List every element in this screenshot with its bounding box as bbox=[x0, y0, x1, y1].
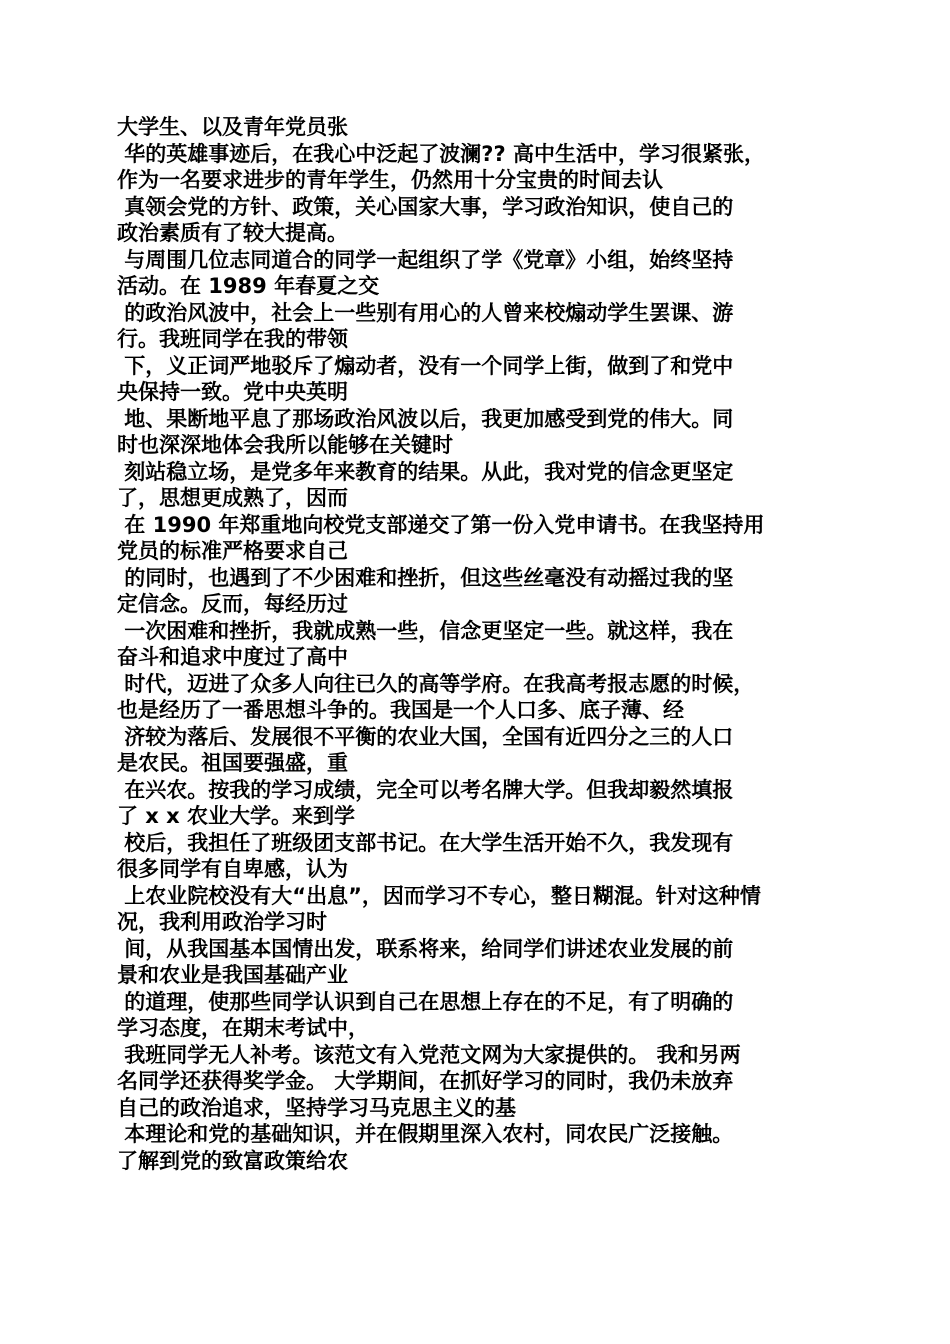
text-line: 定信念。反而，每经历过 bbox=[117, 592, 348, 616]
text-line: 名同学还获得奖学金。 大学期间，在抓好学习的同时，我仍未放弃 bbox=[117, 1069, 734, 1093]
text-line: 大学生、以及青年党员张 bbox=[117, 115, 348, 139]
text-line: 校后，我担任了班级团支部书记。在大学生活开始不久，我发现有 bbox=[117, 830, 734, 855]
text-line: 了，思想更成熟了，因而 bbox=[117, 486, 348, 510]
text-line: 一次困难和挫折，我就成熟一些，信念更坚定一些。就这样，我在 bbox=[117, 618, 734, 643]
text-line: 下，义正词严地驳斥了煽动者，没有一个同学上街，做到了和党中 bbox=[117, 353, 734, 378]
text-line: 央保持一致。党中央英明 bbox=[117, 380, 348, 404]
text-line: 时代，迈进了众多人向往已久的高等学府。在我高考报志愿的时候， bbox=[117, 671, 755, 696]
text-line: 了 x x 农业大学。来到学 bbox=[117, 804, 356, 828]
text-line: 的道理，使那些同学认识到自己在思想上存在的不足，有了明确的 bbox=[117, 989, 734, 1014]
text-line: 上农业院校没有大“出息”，因而学习不专心，整日糊混。针对这种情 bbox=[117, 883, 761, 908]
text-line: 是农民。祖国要强盛，重 bbox=[117, 751, 348, 775]
text-line: 景和农业是我国基础产业 bbox=[117, 963, 348, 987]
text-line: 在 1990 年郑重地向校党支部递交了第一份入党申请书。在我坚持用 bbox=[117, 512, 765, 537]
text-line: 行。我班同学在我的带领 bbox=[117, 327, 348, 351]
text-line: 本理论和党的基础知识，并在假期里深入农村，同农民广泛接触。 bbox=[117, 1122, 734, 1146]
text-line: 奋斗和追求中度过了高中 bbox=[117, 645, 348, 669]
body-text bbox=[117, 114, 847, 1174]
text-line: 真领会党的方针、政策，关心国家大事，学习政治知识，使自己的 bbox=[117, 194, 734, 219]
text-line: 很多同学有自卑感，认为 bbox=[117, 857, 348, 881]
text-line: 了解到党的致富政策给农 bbox=[117, 1148, 348, 1173]
text-line: 我班同学无人补考。该范文有入党范文网为大家提供的。 我和另两 bbox=[117, 1042, 741, 1067]
text-line: 的政治风波中，社会上一些别有用心的人曾来校煽动学生罢课、游 bbox=[117, 300, 734, 325]
text-line: 刻站稳立场，是党多年来教育的结果。从此，我对党的信念更坚定 bbox=[117, 459, 734, 484]
text-line: 间，从我国基本国情出发，联系将来，给同学们讲述农业发展的前 bbox=[117, 936, 734, 961]
text-line: 政治素质有了较大提高。 bbox=[117, 221, 348, 245]
text-line: 与周围几位志同道合的同学一起组织了学《党章》小组，始终坚持 bbox=[117, 247, 734, 272]
text-line: 党员的标准严格要求自己 bbox=[117, 539, 348, 563]
text-line: 自己的政治追求，坚持学习马克思主义的基 bbox=[117, 1095, 516, 1120]
text-line: 活动。在 1989 年春夏之交 bbox=[117, 274, 380, 298]
text-line: 学习态度，在期末考试中， bbox=[117, 1016, 369, 1040]
text-line: 况，我利用政治学习时 bbox=[117, 910, 327, 934]
text-line: 华的英雄事迹后，在我心中泛起了波澜?? 高中生活中，学习很紧张， bbox=[117, 141, 765, 166]
text-line: 地、果断地平息了那场政治风波以后，我更加感受到党的伟大。同 bbox=[117, 406, 734, 431]
text-line: 作为一名要求进步的青年学生，仍然用十分宝贵的时间去认 bbox=[117, 168, 663, 192]
text-line: 的同时，也遇到了不少困难和挫折，但这些丝毫没有动摇过我的坚 bbox=[117, 565, 734, 590]
text-line: 济较为落后、发展很不平衡的农业大国，全国有近四分之三的人口 bbox=[117, 724, 734, 749]
text-line: 也是经历了一番思想斗争的。我国是一个人口多、底子薄、经 bbox=[117, 698, 684, 722]
text-line: 在兴农。按我的学习成绩，完全可以考名牌大学。但我却毅然填报 bbox=[117, 777, 734, 802]
text-line: 时也深深地体会我所以能够在关键时 bbox=[117, 433, 453, 457]
